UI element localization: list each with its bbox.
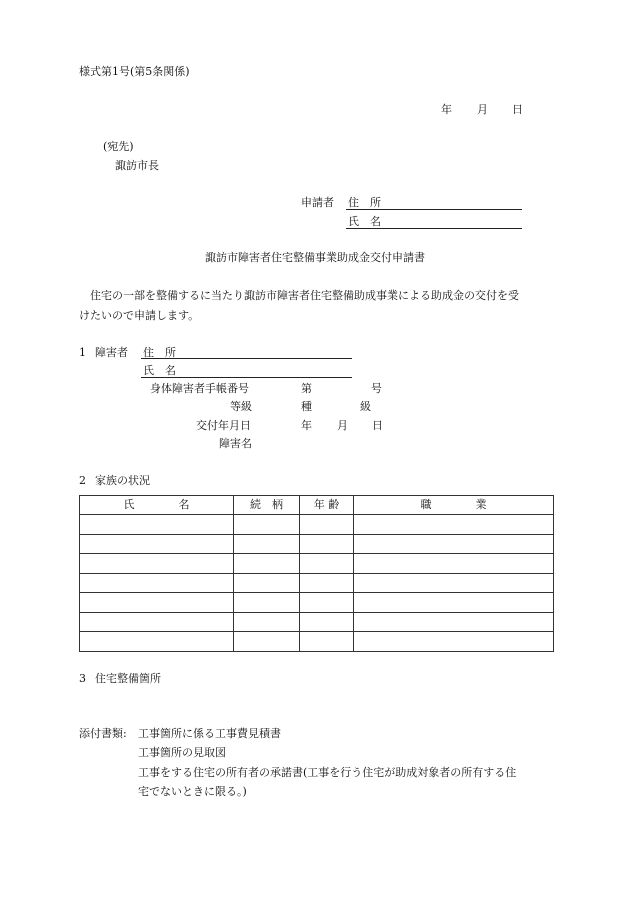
table-row	[80, 612, 554, 632]
cell-age[interactable]	[300, 612, 354, 632]
cell-occupation[interactable]	[354, 573, 554, 593]
section1-address-field[interactable]	[141, 358, 352, 359]
table-row	[80, 593, 554, 613]
cell-relation[interactable]	[234, 612, 300, 632]
cell-age[interactable]	[300, 573, 354, 593]
column-header-name: 氏 名	[80, 496, 234, 515]
section1-name-label: 氏 名	[143, 364, 176, 377]
attachment-item: 工事箇所に係る工事費見積書	[138, 727, 281, 740]
handbook-dai: 第	[301, 382, 312, 395]
section2-label: 家族の状況	[95, 474, 150, 487]
cell-name[interactable]	[80, 554, 234, 574]
table-row	[80, 573, 554, 593]
column-header-occupation: 職 業	[354, 496, 554, 515]
section3-number: 3	[79, 672, 86, 685]
cell-relation[interactable]	[234, 554, 300, 574]
cell-name[interactable]	[80, 573, 234, 593]
cell-occupation[interactable]	[354, 534, 554, 554]
date-day-label: 日	[512, 103, 523, 116]
cell-occupation[interactable]	[354, 593, 554, 613]
cell-occupation[interactable]	[354, 554, 554, 574]
section2-number: 2	[79, 474, 86, 487]
cell-occupation[interactable]	[354, 632, 554, 652]
issue-month: 月	[337, 419, 348, 432]
handbook-go: 号	[371, 382, 382, 395]
document-title: 諏訪市障害者住宅整備事業助成金交付申請書	[205, 251, 425, 264]
cell-age[interactable]	[300, 534, 354, 554]
date-year-label: 年	[441, 103, 452, 116]
cell-relation[interactable]	[234, 534, 300, 554]
cell-relation[interactable]	[234, 515, 300, 535]
section3-label: 住宅整備箇所	[95, 672, 161, 685]
cell-relation[interactable]	[234, 632, 300, 652]
cell-name[interactable]	[80, 632, 234, 652]
form-number: 様式第1号(第5条関係)	[79, 65, 190, 78]
applicant-address-field[interactable]	[346, 209, 522, 210]
section1-label: 障害者	[95, 346, 128, 359]
section1-address-label: 住 所	[143, 346, 176, 359]
body-text-line2: けたいので申請します。	[79, 309, 200, 322]
cell-name[interactable]	[80, 612, 234, 632]
cell-relation[interactable]	[234, 573, 300, 593]
cell-relation[interactable]	[234, 593, 300, 613]
applicant-address-label: 住 所	[348, 196, 381, 209]
attachments-label: 添付書類:	[79, 727, 127, 740]
attachment-item: 工事をする住宅の所有者の承諾書(工事を行う住宅が助成対象者の所有する住	[138, 766, 517, 779]
cell-age[interactable]	[300, 554, 354, 574]
table-row	[80, 515, 554, 535]
grade-shu: 種	[301, 400, 312, 413]
grade-label: 等級	[230, 400, 252, 413]
family-table	[79, 495, 554, 652]
cell-age[interactable]	[300, 515, 354, 535]
section1-name-field[interactable]	[141, 377, 352, 378]
cell-occupation[interactable]	[354, 515, 554, 535]
section1-number: 1	[79, 346, 86, 359]
grade-kyu: 級	[360, 400, 371, 413]
applicant-label: 申請者	[301, 196, 334, 209]
cell-age[interactable]	[300, 632, 354, 652]
cell-name[interactable]	[80, 593, 234, 613]
table-row	[80, 534, 554, 554]
applicant-name-field[interactable]	[346, 228, 522, 229]
body-text-line1: 住宅の一部を整備するに当たり諏訪市障害者住宅整備助成事業による助成金の交付を受	[90, 289, 519, 302]
issue-year: 年	[301, 419, 312, 432]
attachment-item: 宅でないときに限る。)	[138, 785, 247, 798]
applicant-name-label: 氏 名	[348, 215, 381, 228]
date-month-label: 月	[477, 103, 488, 116]
cell-name[interactable]	[80, 534, 234, 554]
handbook-number-label: 身体障害者手帳番号	[150, 382, 249, 395]
cell-name[interactable]	[80, 515, 234, 535]
addressee-label: (宛先)	[103, 140, 134, 153]
cell-age[interactable]	[300, 593, 354, 613]
table-row	[80, 632, 554, 652]
column-header-relation: 続 柄	[234, 496, 300, 515]
disability-name-label: 障害名	[219, 437, 252, 450]
issue-date-label: 交付年月日	[196, 419, 251, 432]
table-row	[80, 554, 554, 574]
cell-occupation[interactable]	[354, 612, 554, 632]
addressee-name: 諏訪市長	[115, 159, 159, 172]
family-table-header	[80, 496, 554, 515]
attachment-item: 工事箇所の見取図	[138, 746, 226, 759]
column-header-age: 年 齢	[300, 496, 354, 515]
issue-day: 日	[372, 419, 383, 432]
